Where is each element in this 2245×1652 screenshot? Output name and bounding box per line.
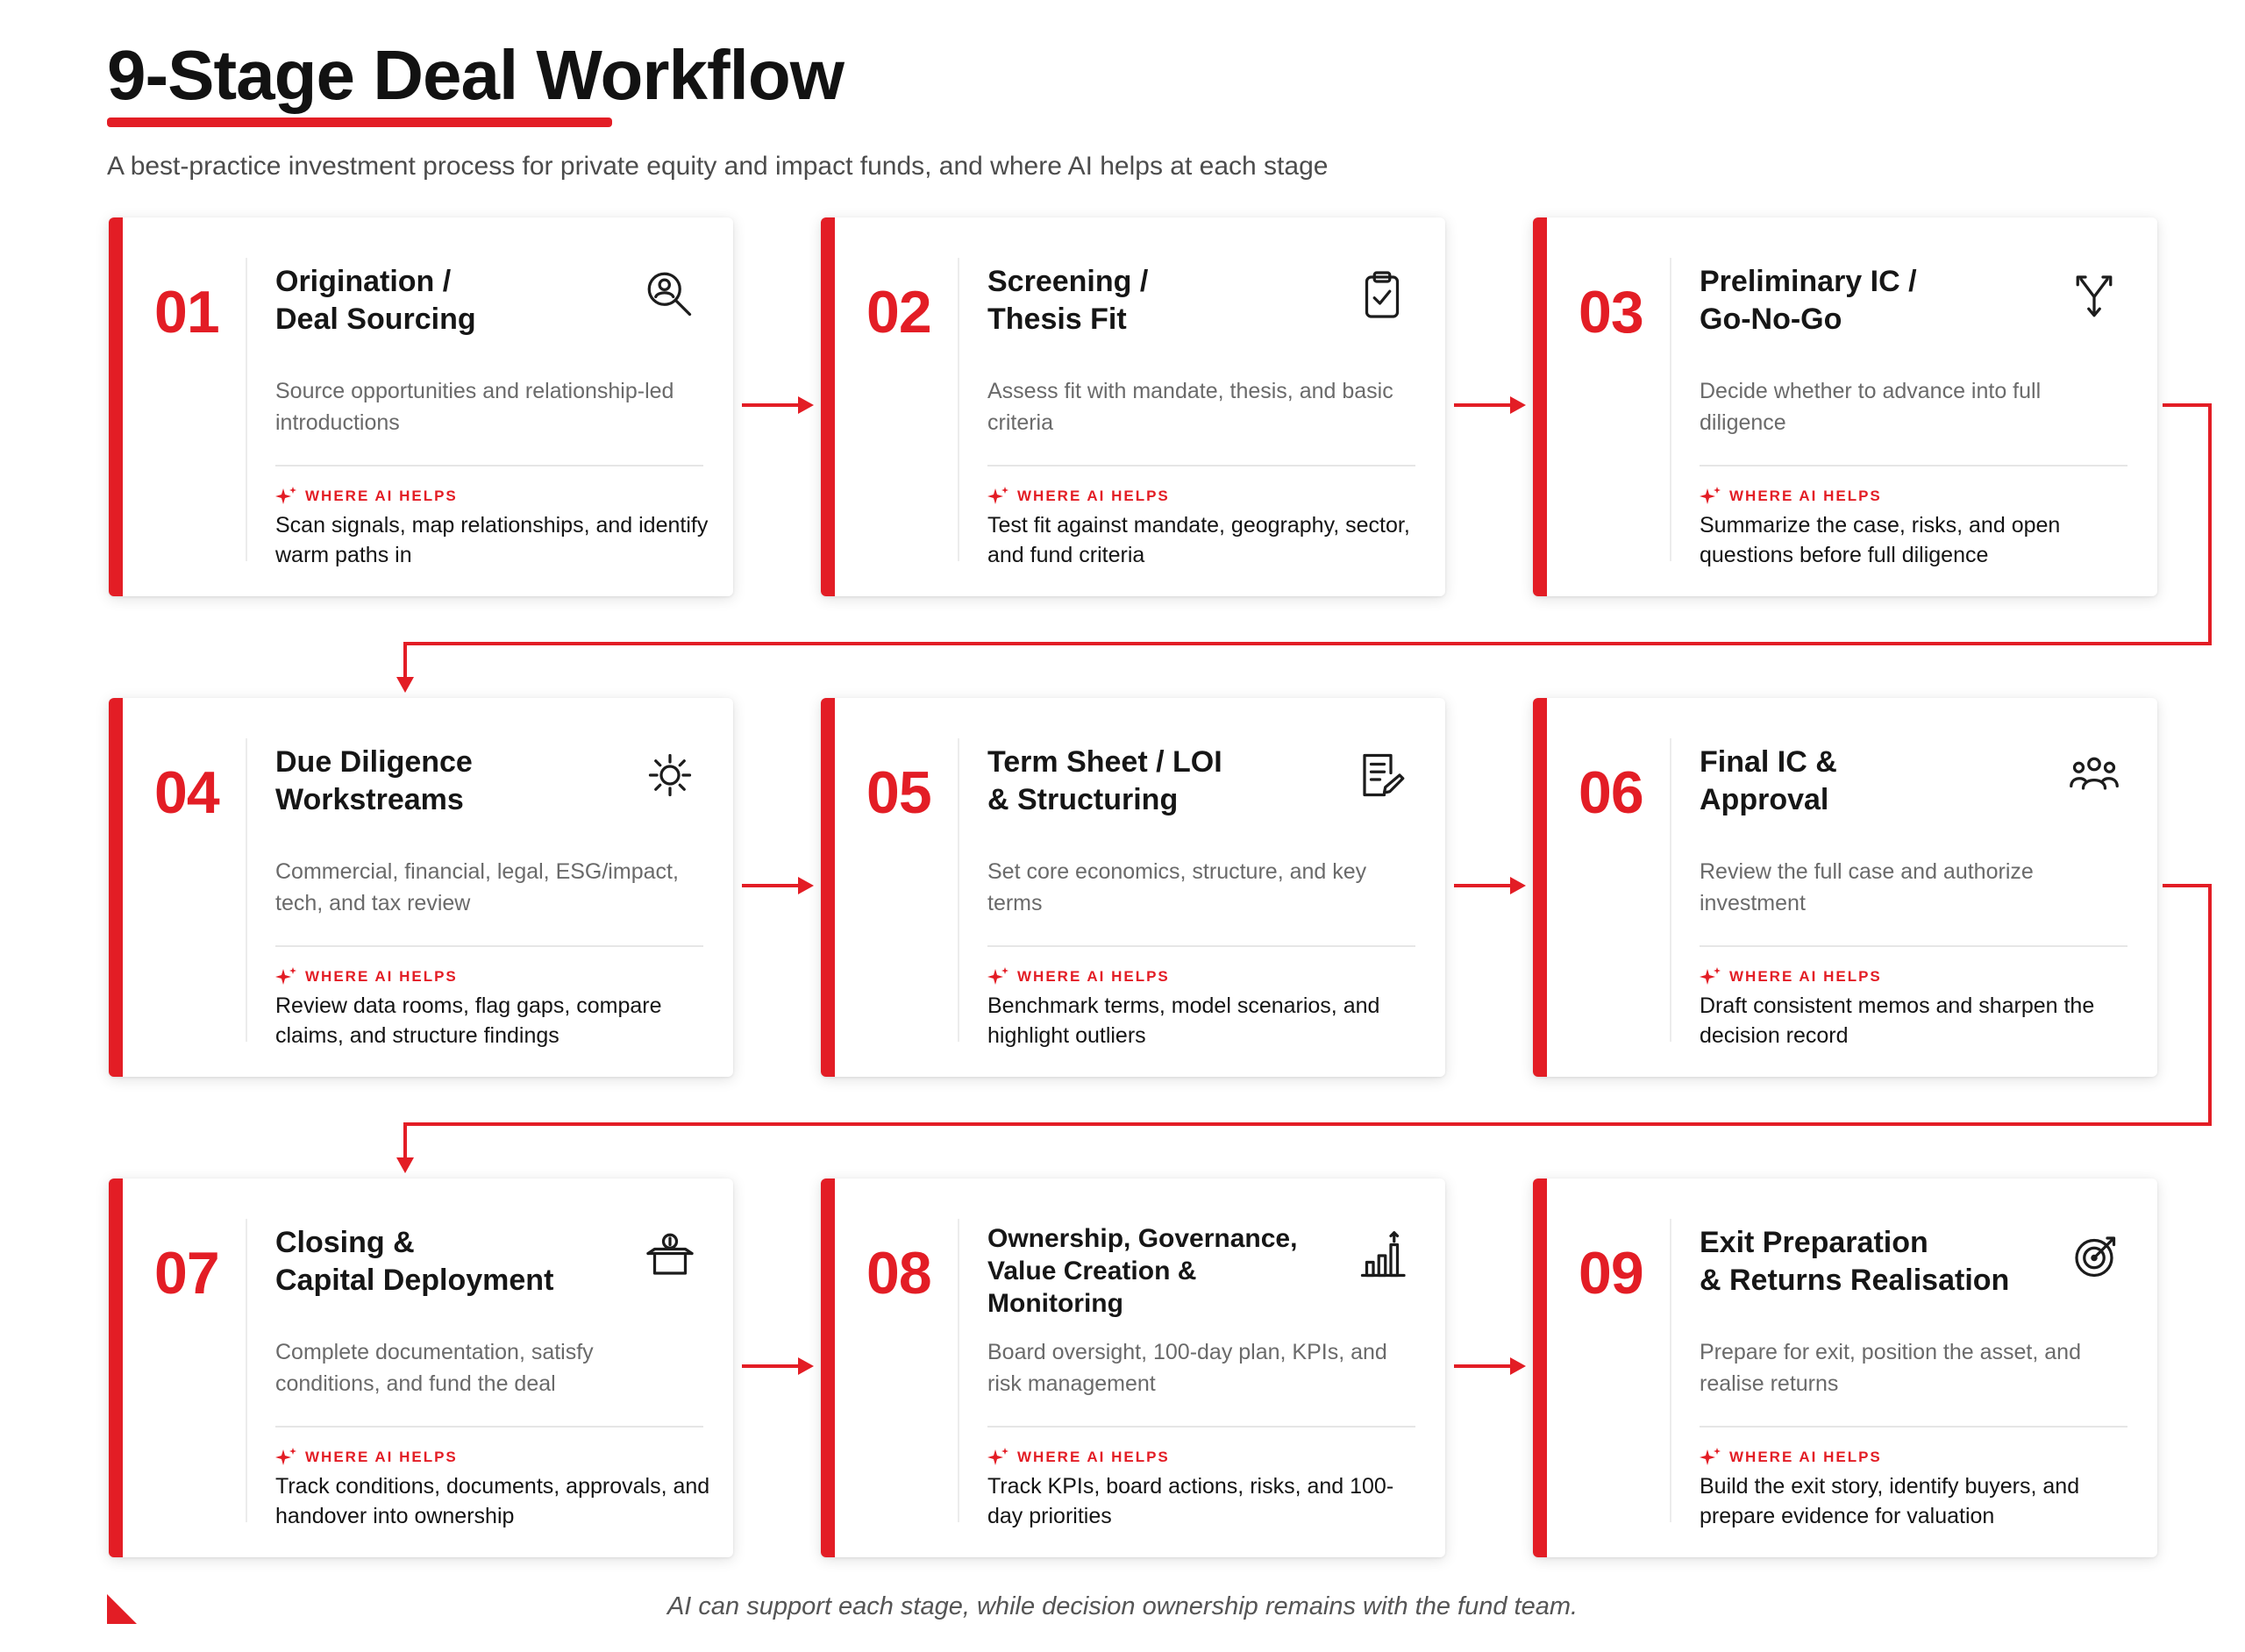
stage-description: Review the full case and authorize investment xyxy=(1700,859,2034,915)
stage-card-04 xyxy=(109,698,733,1077)
stage-number: 04 xyxy=(154,759,219,826)
stage-title: Origination / Deal Sourcing xyxy=(275,265,476,336)
vertical-divider xyxy=(1670,738,1671,1042)
stage-card-09 xyxy=(1533,1178,2157,1557)
ai-help-text: Track KPIs, board actions, risks, and 100-day priorities xyxy=(987,1474,1394,1528)
ai-help-text: Track conditions, documents, approvals, and handover into ownership xyxy=(275,1474,710,1528)
horizontal-divider xyxy=(987,465,1415,466)
card-accent-bar xyxy=(821,1178,835,1557)
horizontal-divider xyxy=(1700,1426,2127,1428)
stage-title: Final IC & Approval xyxy=(1700,745,1837,816)
arrowhead-01-02 xyxy=(798,396,814,414)
ai-helps-label-text: WHERE AI HELPS xyxy=(305,488,458,504)
vertical-divider xyxy=(958,738,959,1042)
sparkle-icon xyxy=(987,486,1017,507)
sparkle-icon xyxy=(1700,1447,1729,1468)
ai-helps-label-text: WHERE AI HELPS xyxy=(1017,1449,1170,1465)
stage-title: Term Sheet / LOI & Structuring xyxy=(987,745,1222,816)
vertical-divider xyxy=(958,258,959,561)
sparkle-icon xyxy=(275,966,305,987)
card-accent-bar xyxy=(1533,698,1547,1077)
stage-description: Decide whether to advance into full diligence xyxy=(1700,379,2042,435)
ai-helps-label xyxy=(1700,486,1882,507)
ai-helps-label xyxy=(1700,1447,1882,1468)
arrowhead-06-07 xyxy=(396,1157,414,1173)
stage-number: 02 xyxy=(866,279,931,345)
vertical-divider xyxy=(1670,258,1671,561)
ai-helps-label xyxy=(987,486,1170,507)
sparkle-icon xyxy=(987,966,1017,987)
card-accent-bar xyxy=(821,217,835,596)
ai-helps-label xyxy=(275,486,458,507)
stage-description: Commercial, financial, legal, ESG/impact, tech, and tax review xyxy=(275,859,679,915)
sparkle-icon xyxy=(1700,486,1729,507)
sparkle-icon xyxy=(275,1447,305,1468)
stage-number: 05 xyxy=(866,759,931,826)
vertical-divider xyxy=(958,1219,959,1522)
arrowhead-05-06 xyxy=(1510,877,1526,894)
ai-help-text: Benchmark terms, model scenarios, and highlight outliers xyxy=(987,993,1380,1048)
people-group-icon xyxy=(2068,749,2120,801)
horizontal-divider xyxy=(987,1426,1415,1428)
sun-gear-icon xyxy=(644,749,696,801)
stage-title: Closing & Capital Deployment xyxy=(275,1226,554,1297)
arrowhead-08-09 xyxy=(1510,1357,1526,1375)
horizontal-divider xyxy=(1700,945,2127,947)
vertical-divider xyxy=(246,258,247,561)
ai-helps-label-text: WHERE AI HELPS xyxy=(1729,488,1882,504)
card-accent-bar xyxy=(109,217,123,596)
arrowhead-04-05 xyxy=(798,877,814,894)
stage-description: Assess fit with mandate, thesis, and basic criteria xyxy=(987,379,1393,435)
ai-helps-label-text: WHERE AI HELPS xyxy=(1729,1449,1882,1465)
stage-description: Set core economics, structure, and key terms xyxy=(987,859,1367,915)
horizontal-divider xyxy=(987,945,1415,947)
card-accent-bar xyxy=(109,1178,123,1557)
stage-title: Preliminary IC / Go-No-Go xyxy=(1700,265,1917,336)
ai-help-text: Scan signals, map relationships, and identify warm paths in xyxy=(275,513,709,567)
stage-card-07 xyxy=(109,1178,733,1557)
stage-card-02 xyxy=(821,217,1445,596)
ai-help-text: Summarize the case, risks, and open questions before full diligence xyxy=(1700,513,2061,567)
stage-number: 06 xyxy=(1579,759,1643,826)
stage-number: 08 xyxy=(866,1240,931,1307)
stage-number: 03 xyxy=(1579,279,1643,345)
ai-helps-label-text: WHERE AI HELPS xyxy=(1729,968,1882,985)
stage-number: 09 xyxy=(1579,1240,1643,1307)
stage-card-05 xyxy=(821,698,1445,1077)
arrowhead-03-04 xyxy=(396,677,414,693)
search-person-icon xyxy=(644,268,696,321)
stage-number: 07 xyxy=(154,1240,219,1307)
stage-title: Exit Preparation & Returns Realisation xyxy=(1700,1226,2010,1297)
bar-chart-growth-icon xyxy=(1356,1229,1408,1282)
horizontal-divider xyxy=(1700,465,2127,466)
stage-description: Board oversight, 100-day plan, KPIs, and risk management xyxy=(987,1340,1387,1396)
ai-helps-label-text: WHERE AI HELPS xyxy=(1017,488,1170,504)
vertical-divider xyxy=(1670,1219,1671,1522)
card-accent-bar xyxy=(109,698,123,1077)
ai-help-text: Review data rooms, flag gaps, compare claims, and structure findings xyxy=(275,993,662,1048)
horizontal-divider xyxy=(275,945,703,947)
stage-card-06 xyxy=(1533,698,2157,1077)
stage-card-03 xyxy=(1533,217,2157,596)
sparkle-icon xyxy=(275,486,305,507)
ai-help-text: Build the exit story, identify buyers, and prepare evidence for valuation xyxy=(1700,1474,2080,1528)
page-title: 9-Stage Deal Workflow xyxy=(107,36,844,114)
card-accent-bar xyxy=(1533,217,1547,596)
document-pen-icon xyxy=(1356,749,1408,801)
stage-description: Complete documentation, satisfy conditions, and fund the deal xyxy=(275,1340,594,1396)
stage-number: 01 xyxy=(154,279,219,345)
ai-help-text: Test fit against mandate, geography, sector, and fund criteria xyxy=(987,513,1410,567)
stage-description: Source opportunities and relationship-led introductions xyxy=(275,379,674,435)
sparkle-icon xyxy=(987,1447,1017,1468)
vertical-divider xyxy=(246,1219,247,1522)
card-accent-bar xyxy=(1533,1178,1547,1557)
stage-card-01 xyxy=(109,217,733,596)
ai-help-text: Draft consistent memos and sharpen the decision record xyxy=(1700,993,2095,1048)
horizontal-divider xyxy=(275,465,703,466)
page-subtitle: A best-practice investment process for private equity and impact funds, and where AI helps at each stage xyxy=(107,152,1329,181)
horizontal-divider xyxy=(275,1426,703,1428)
ai-helps-label xyxy=(987,966,1170,987)
footer-note: AI can support each stage, while decision ownership remains with the fund team. xyxy=(666,1592,1579,1620)
stage-description: Prepare for exit, position the asset, and realise returns xyxy=(1700,1340,2081,1396)
ai-helps-label xyxy=(275,1447,458,1468)
target-arrow-icon xyxy=(2068,1229,2120,1282)
ai-helps-label-text: WHERE AI HELPS xyxy=(1017,968,1170,985)
ai-helps-label xyxy=(275,966,458,987)
ai-helps-label xyxy=(987,1447,1170,1468)
stage-title: Due Diligence Workstreams xyxy=(275,745,473,816)
open-box-coin-icon xyxy=(644,1229,696,1282)
stage-title: Ownership, Governance, Value Creation & Monitoring xyxy=(987,1224,1298,1318)
arrowhead-02-03 xyxy=(1510,396,1526,414)
clipboard-check-icon xyxy=(1356,268,1408,321)
split-arrow-icon xyxy=(2068,268,2120,321)
arrowhead-07-08 xyxy=(798,1357,814,1375)
ai-helps-label-text: WHERE AI HELPS xyxy=(305,1449,458,1465)
stage-card-08 xyxy=(821,1178,1445,1557)
sparkle-icon xyxy=(1700,966,1729,987)
ai-helps-label-text: WHERE AI HELPS xyxy=(305,968,458,985)
stage-title: Screening / Thesis Fit xyxy=(987,265,1149,336)
card-accent-bar xyxy=(821,698,835,1077)
ai-helps-label xyxy=(1700,966,1882,987)
vertical-divider xyxy=(246,738,247,1042)
